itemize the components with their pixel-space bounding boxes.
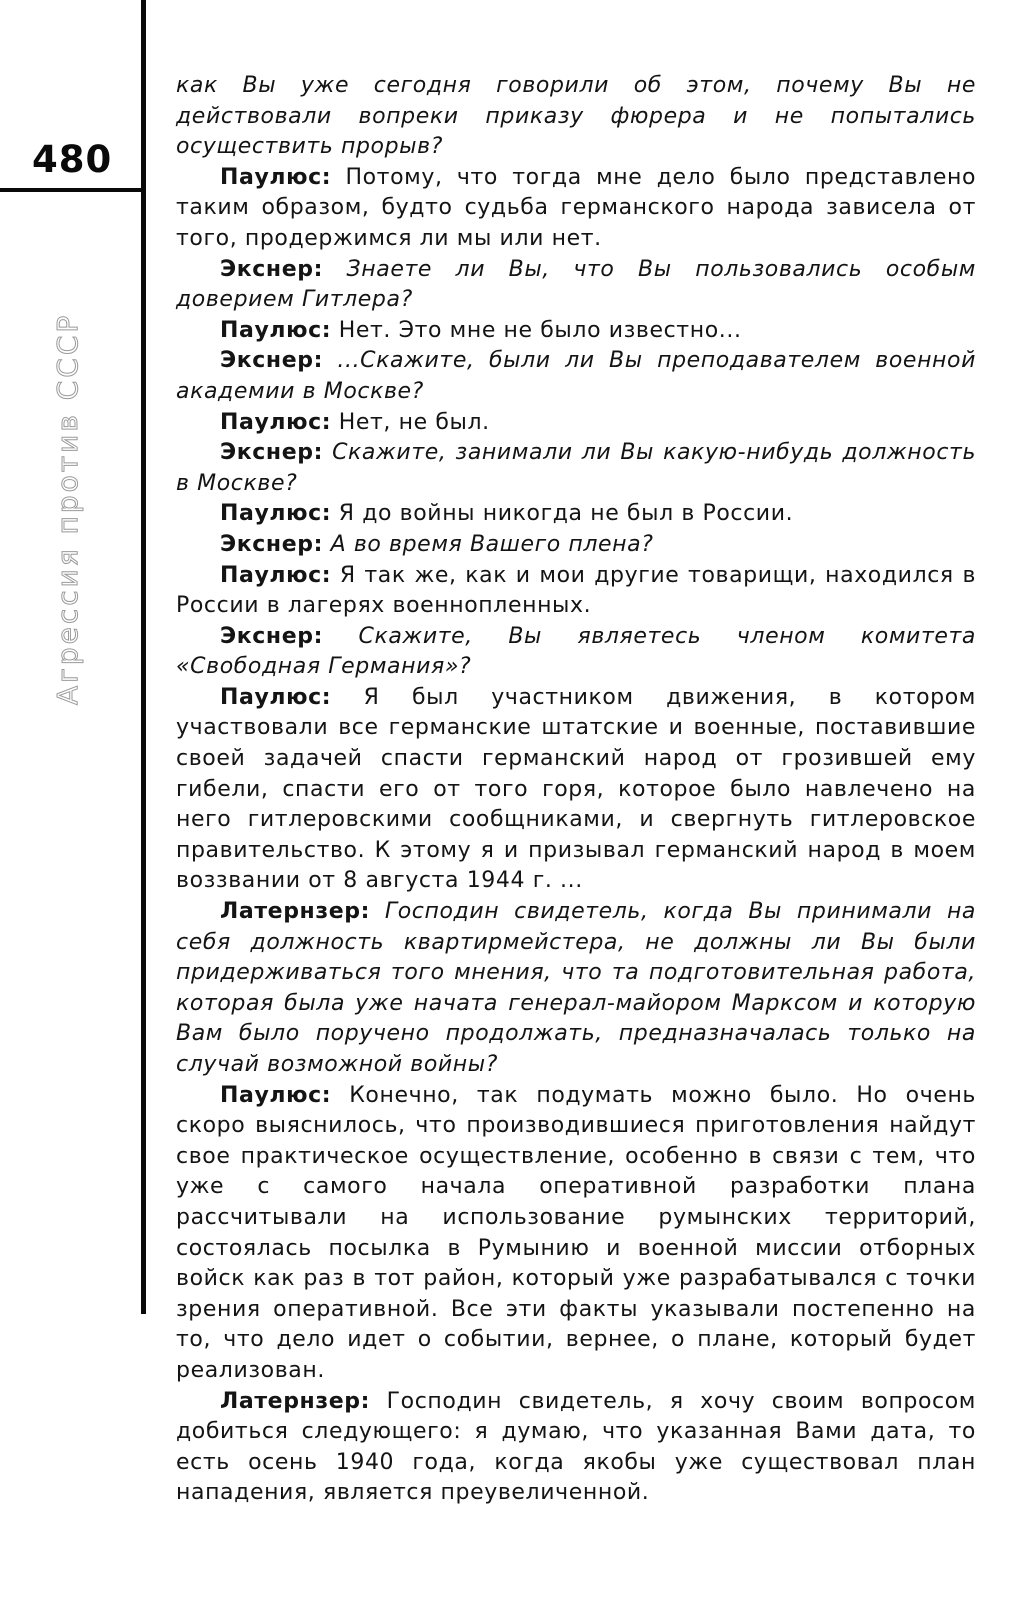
- speech-text: Господин свидетель, я хочу своим вопросом добиться следующего: я думаю, что указанная Вами дата, то есть осень 1940 года, когда якобы уже существовал план нападения, является преувеличенной.: [176, 1388, 977, 1506]
- speech-text: Потому, что тогда мне дело было представлено таким образом, будто судьба германского народа зависела от того, продержимся ли мы или нет.: [176, 164, 977, 251]
- speaker-name: Паулюс:: [220, 501, 332, 527]
- speaker-name: Экснер:: [220, 623, 323, 649]
- speaker-name: Экснер:: [220, 531, 323, 557]
- page-number: 480: [32, 138, 113, 181]
- transcript-paragraph: [176, 499, 976, 530]
- transcript-paragraph: [176, 530, 976, 561]
- speech-text: Конечно, так подумать можно было. Но очень скоро выяснилось, что производившиеся приготовления найдут свое практическое осуществление, особенно в связи с тем, что уже с самого начала оперативной разработки плана рассчитывали на использование румынских территорий, состоялась посылка в Румынию и военной миссии отборных войск как раз в тот район, который уже разрабатывался с точки зрения оперативной. Все эти факты указывали постепенно на то, что дело идет о событии, вернее, о плане, который будет реализован.: [176, 1082, 977, 1383]
- transcript-paragraph: [176, 897, 976, 1081]
- transcript-paragraph: [176, 1387, 976, 1509]
- speaker-name: Экснер:: [220, 348, 323, 374]
- speaker-name: Экснер:: [220, 440, 323, 466]
- speech-text: Я так же, как и мои другие товарищи, находился в России в лагерях военнопленных.: [176, 562, 977, 619]
- speech-text: А во время Вашего плена?: [330, 531, 654, 557]
- speaker-name: Паулюс:: [220, 317, 332, 343]
- speech-text: Я был участником движения, в котором участвовали все германские штатские и военные, поставившие своей задачей спасти германский народ от грозившей ему гибели, спасти его от того горя, которое было навлечено на него гитлеровскими сообщниками, и свергнуть гитлеровское правительство. К этому я и призывал германский народ в моем воззвании от 8 августа 1944 г. ...: [176, 684, 976, 894]
- speaker-name: Паулюс:: [220, 562, 332, 588]
- speech-text: как Вы уже сегодня говорили об этом, почему Вы не действовали вопреки приказу фюрера и не попытались осуществить прорыв?: [176, 73, 976, 160]
- speech-text: Знаете ли Вы, что Вы пользовались особым доверием Гитлера?: [176, 256, 976, 313]
- transcript-paragraph: [176, 346, 976, 407]
- speaker-name: Паулюс:: [220, 409, 332, 435]
- transcript-paragraph: [176, 316, 976, 347]
- transcript-paragraph: [176, 71, 976, 163]
- speech-text: Скажите, Вы являетесь членом комитета «Свободная Германия»?: [176, 623, 977, 680]
- speaker-name: Экснер:: [220, 256, 323, 282]
- transcript-paragraph: [176, 408, 976, 439]
- transcript-paragraph: [176, 622, 976, 683]
- speaker-name: Латернзер:: [220, 899, 370, 925]
- transcript-paragraph: [176, 683, 976, 897]
- transcript-text: [176, 71, 976, 1509]
- speech-text: Нет, не был.: [338, 409, 490, 435]
- speaker-name: Паулюс:: [220, 164, 332, 190]
- margin-vertical-rule: [141, 0, 146, 1314]
- transcript-paragraph: [176, 163, 976, 255]
- transcript-paragraph: [176, 255, 976, 316]
- page-number-rule: [0, 188, 146, 192]
- speaker-name: Паулюс:: [220, 1082, 332, 1108]
- transcript-paragraph: [176, 438, 976, 499]
- transcript-paragraph: [176, 561, 976, 622]
- transcript-paragraph: [176, 1081, 976, 1387]
- speech-text: Нет. Это мне не было известно...: [338, 317, 742, 343]
- speech-text: Я до войны никогда не был в России.: [338, 501, 794, 527]
- speaker-name: Паулюс:: [220, 684, 332, 710]
- speech-text: Скажите, занимали ли Вы какую-нибудь должность в Москве?: [176, 440, 977, 496]
- speaker-name: Латернзер:: [220, 1388, 370, 1414]
- side-watermark: Агрессия против СССР: [51, 312, 84, 705]
- speech-text: ...Скажите, были ли Вы преподавателем военной академии в Москве?: [176, 348, 976, 404]
- speech-text: Господин свидетель, когда Вы принимали на себя должность квартирмейстера, не должны ли Вы были придерживаться того мнения, что та подготовительная работа, которая была уже начата генерал-майором Марксом и которую Вам было поручено продолжать, предназначалась только на случай возможной войны?: [176, 899, 977, 1077]
